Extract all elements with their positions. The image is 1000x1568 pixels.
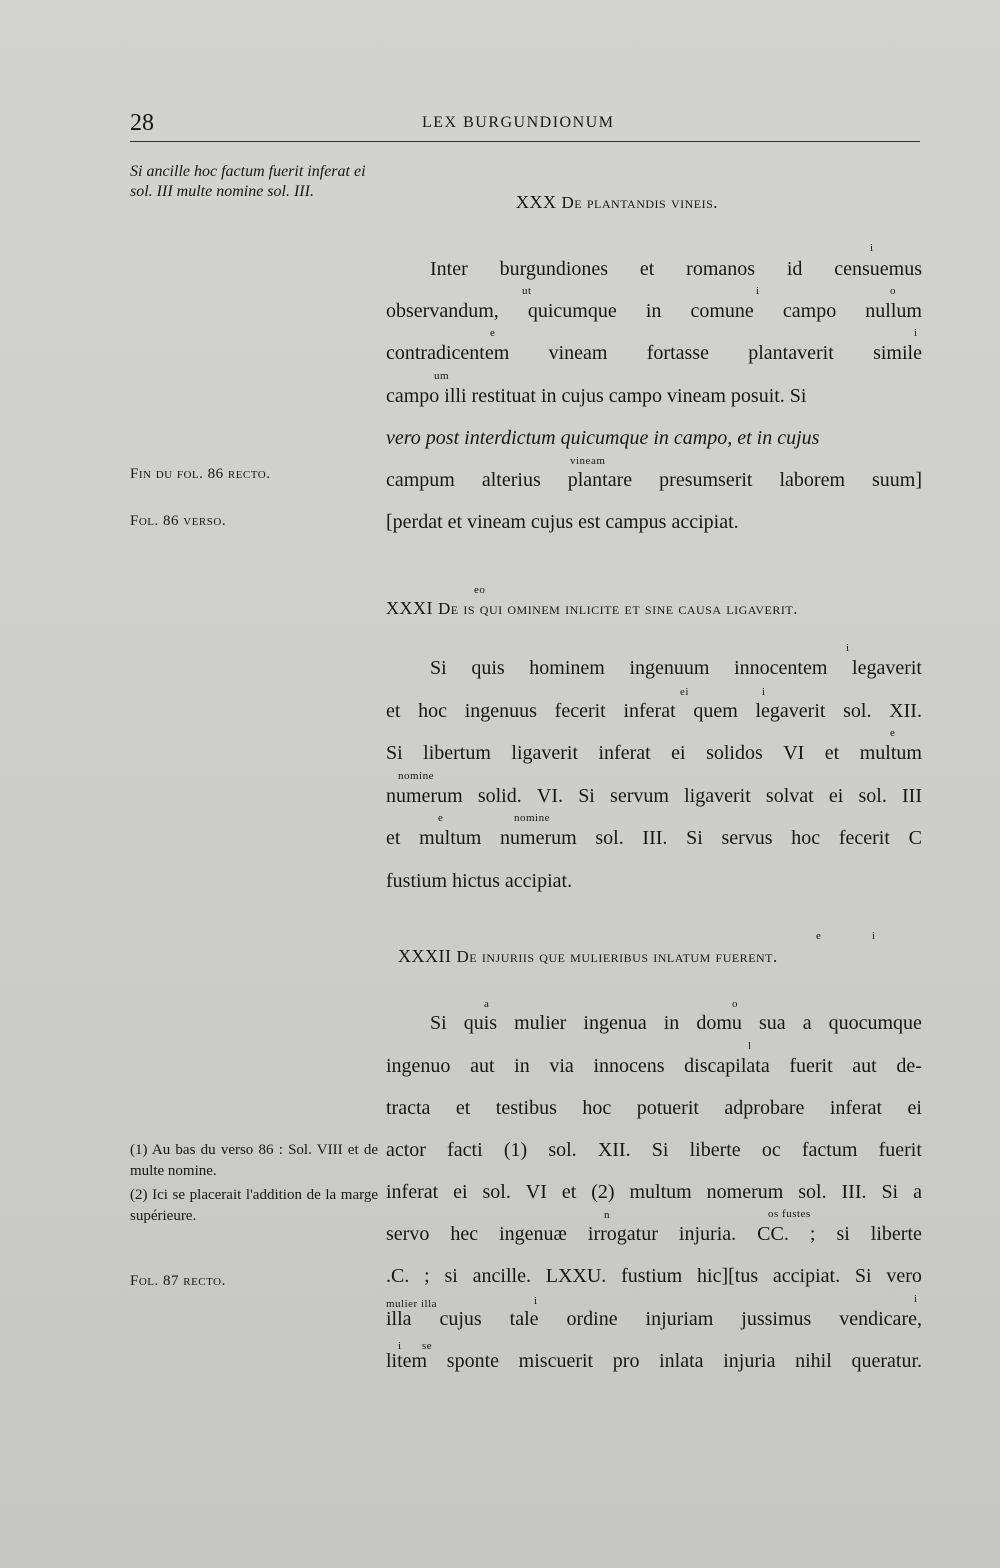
interlinear-correction: o: [890, 285, 896, 297]
text-line: numerum solid. VI. Si servum ligaverit solvat ei sol. III: [386, 785, 922, 807]
interlinear-correction: ut: [522, 285, 532, 297]
interlinear-correction: i: [872, 930, 876, 942]
section-number: XXXII: [398, 946, 452, 966]
running-title: LEX BURGUNDIONUM: [422, 114, 615, 131]
text-line: illa cujus tale ordine injuriam jussimus vendicare,: [386, 1308, 922, 1330]
text-line: [386, 385, 922, 411]
interlinear-correction: o: [732, 998, 738, 1010]
interlinear-correction: se: [422, 1340, 433, 1352]
page-number: 28: [130, 110, 154, 136]
interlinear-correction: mulier illa: [386, 1298, 438, 1310]
text-line: et multum numerum sol. III. Si servus hoc fecerit C: [386, 827, 922, 849]
section-heading-xxxi: [386, 598, 798, 619]
folio-marker-86-verso: Fol. 86 verso.: [130, 513, 227, 529]
interlinear-correction: n: [604, 1209, 610, 1221]
header-rule: [130, 141, 920, 142]
text-line: contradicentem vineam fortasse plantaverit simile: [386, 342, 922, 364]
text-line: observandum, quicumque in comune campo nullum: [386, 300, 922, 322]
folio-marker-end-86-recto: Fin du fol. 86 recto.: [130, 466, 271, 482]
footnote-1: (1) Au bas du verso 86 : Sol. VIII et de multe nomine.: [130, 1142, 378, 1179]
text-line-content: vero post interdictum quicumque in campo, et in cujus: [386, 427, 820, 449]
text-line: Si quis hominem ingenuum innocentem legaverit: [430, 657, 922, 679]
interlinear-correction: l: [748, 1040, 752, 1052]
interlinear-correction: i: [534, 1295, 538, 1307]
text-line: Si libertum ligaverit inferat ei solidos VI et multum: [386, 742, 922, 764]
text-line-content: campo illi restituat in cujus campo vineam posuit. Si: [386, 385, 807, 407]
section-number: XXXI: [386, 598, 433, 618]
text-line: .C. ; si ancille. LXXU. fustium hic][tus accipiat. Si vero: [386, 1265, 922, 1287]
margin-note-ancille: Si ancille hoc factum fuerit inferat ei sol. III multe nomine sol. III.: [130, 163, 366, 200]
interlinear-correction: os fustes: [768, 1208, 811, 1220]
interlinear-correction: i: [870, 242, 874, 254]
interlinear-correction: nomine: [514, 812, 550, 824]
text-line: [perdat et vineam cujus est campus accipiat.: [386, 511, 739, 533]
text-line: actor facti (1) sol. XII. Si liberte oc factum fuerit: [386, 1139, 922, 1161]
text-line: inferat ei sol. VI et (2) multum nomerum sol. III. Si a: [386, 1181, 922, 1203]
text-line: fustium hictus accipiat.: [386, 870, 573, 892]
text-line: tracta et testibus hoc potuerit adprobare inferat ei: [386, 1097, 922, 1119]
text-line: et hoc ingenuus fecerit inferat quem legaverit sol. XII.: [386, 700, 922, 722]
interlinear-correction: i: [914, 1293, 918, 1305]
interlinear-correction: i: [756, 285, 760, 297]
text-line: Inter burgundiones et romanos id censuemus: [430, 258, 922, 280]
folio-marker-87-recto: Fol. 87 recto.: [130, 1273, 226, 1289]
text-line: litem sponte miscuerit pro inlata injuria nihil queratur.: [386, 1350, 922, 1372]
text-line: [386, 427, 922, 453]
text-line: campum alterius plantare presumserit laborem suum]: [386, 469, 922, 491]
footnotes: [130, 1140, 378, 1230]
interlinear-correction: i: [846, 642, 850, 654]
interlinear-correction: nomine: [398, 770, 434, 782]
interlinear-correction: ei: [680, 686, 689, 698]
interlinear-correction: i: [398, 1340, 402, 1352]
interlinear-correction: vineam: [570, 455, 606, 467]
interlinear-correction: e: [816, 930, 822, 942]
text-line: ingenuo aut in via innocens discapilata fuerit aut de-: [386, 1055, 922, 1077]
section-number: XXX: [516, 192, 557, 212]
text-line: servo hec ingenuæ irrogatur injuria. CC. ; si liberte: [386, 1223, 922, 1245]
section-heading-xxxii: [398, 946, 778, 967]
section-title: De injuriis que mulieribus inlatum fuerent.: [456, 947, 778, 966]
interlinear-correction: e: [438, 812, 444, 824]
interlinear-correction: e: [490, 327, 496, 339]
footnote-2: (2) Ici se placerait l'addition de la marge supérieure.: [130, 1187, 378, 1224]
interlinear-correction: um: [434, 370, 450, 382]
interlinear-correction: a: [484, 998, 490, 1010]
interlinear-correction: e: [890, 727, 896, 739]
section-heading-xxx: [516, 192, 718, 213]
text-line: Si quis mulier ingenua in domu sua a quocumque: [430, 1012, 922, 1034]
page-header: [130, 110, 920, 140]
interlinear-correction: i: [762, 686, 766, 698]
interlinear-correction: i: [914, 327, 918, 339]
interlinear-correction: eo: [474, 584, 486, 596]
section-title: De is qui ominem inlicite et sine causa ligaverit.: [438, 599, 798, 618]
section-title: De plantandis vineis.: [561, 193, 719, 212]
